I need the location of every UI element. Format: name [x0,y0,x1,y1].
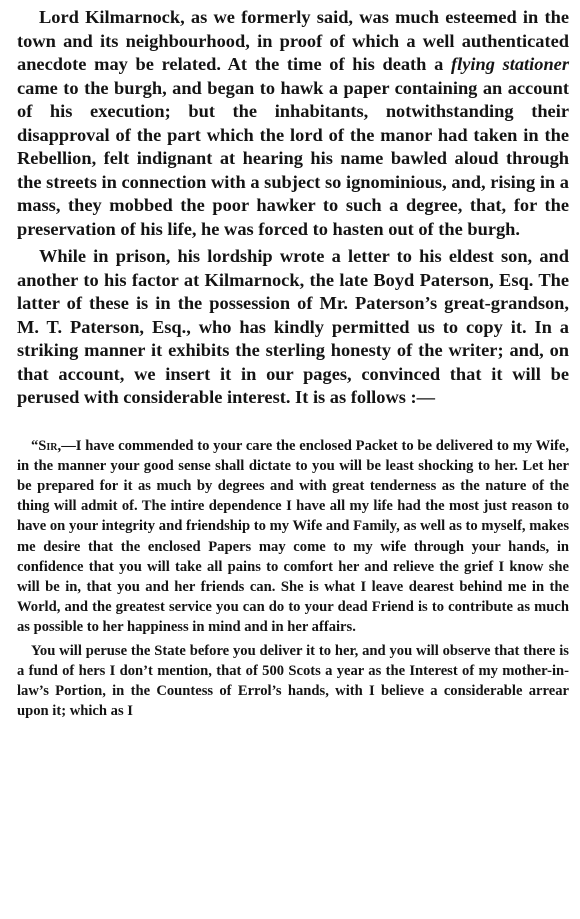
letter-paragraph-1 [17,436,569,638]
paragraph-anecdote-text-start: Lord Kilmarnock, as we formerly said, was much esteemed in the town and its neighbourhood, in proof of which a well authenticated anecdote may be related. At the time of his death a [17,7,569,74]
paragraph-prison-letter: While in prison, his lordship wrote a letter to his eldest son, and another to his factor at Kilmarnock, the late Boyd Paterson, Esq. The latter of these is in the possession of Mr. Paterson’s great-grandson, M. T. Paterson, Esq., who has kindly permitted us to copy it. In a striking manner it exhibits the sterling honesty of the writer; and, on that account, we insert it in our pages, convinced that it will be perused with considerable interest. It is as follows :— [17,246,569,407]
paragraph-anecdote-text-end: came to the burgh, and began to hawk a paper containing an account of his execution; but the inhabitants, notwithstanding their disapproval of the part which the lord of the manor had taken in the Rebellion, felt indignant at hearing his name bawled aloud through the streets in connection with a subject so ignominious, and, rising in a mass, they mobbed the poor hawker to such a degree, that, for the preservation of his life, he was forced to hasten out of the burgh. [17,77,569,239]
quoted-letter [17,436,569,722]
paragraph-anecdote [17,6,569,241]
letter-paragraph-2: You will peruse the State before you deliver it to her, and you will observe that there is a fund of hers I don’t mention, that of 500 Scots a year as the Interest of my mother-in-law’s Portion, in the Countess of Errol’s hands, with I believe a considerable arrear upon it; which as I [17,642,569,720]
letter-salutation: “Sir, [31,437,62,454]
italic-phrase: flying stationer [450,54,569,74]
book-page [17,6,569,721]
letter-paragraph-1-text: —I have commended to your care the enclosed Packet to be delivered to my Wife, in the manner your good sense shall dictate to you will be least shocking to her. Let her be prepared for it as much by degrees and with great tenderness as the nature of the thing will admit of. The intire dependence I have all my life had the most just reason to have on your integrity and friendship to my Wife and Family, as well as to myself, makes me desire that the enclosed Papers may come to my wife through your hands, in confidence that you will take all pains to comfort her and relieve the grief I know she will be in, that you and her friends can. She is what I leave dearest behind me in the World, and the greatest service you can do to your dead Friend is to contribute as much as possible to her happiness in mind and in her affairs. [17,437,569,636]
